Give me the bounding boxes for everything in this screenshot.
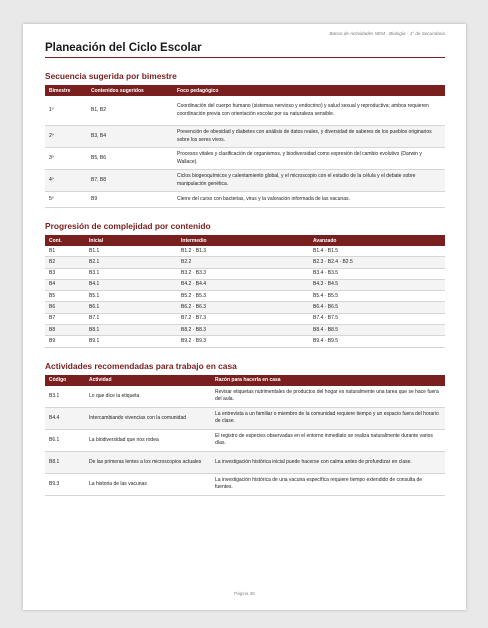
table-cell: B9.3 <box>45 473 85 495</box>
table-row <box>45 246 445 257</box>
table-cell: El registro de especies observadas en el entorno inmediato se realiza naturalmente durante varios días. <box>211 429 445 451</box>
table-cell: B5.4 · B5.5 <box>309 291 445 302</box>
table-cell: B7.1 <box>85 313 177 324</box>
table-header-row <box>45 85 445 96</box>
table-cell: B7.2 · B7.3 <box>177 313 309 324</box>
table-cell: De las primeras lentes a los microscopios actuales <box>85 451 211 473</box>
section-heading-progresion: Progresión de complejidad por contenido <box>45 221 211 231</box>
table-cell: Cierre del curso con bacterias, virus y la valoración informada de las vacunas. <box>173 192 445 208</box>
table-row <box>45 325 445 336</box>
table-cell: B4.4 <box>45 407 85 429</box>
table-cell: Prevención de obesidad y diabetes con análisis de datos reales, y diversidad de saberes de los pueblos originarios sobre los seres vivos. <box>173 126 445 148</box>
table-cell: B3, B4 <box>87 126 173 148</box>
table-cell: B3.4 · B3.5 <box>309 268 445 279</box>
bimestre-table <box>45 85 445 208</box>
section-heading-bimestre: Secuencia sugerida por bimestre <box>45 71 177 81</box>
page-number: Página 36 <box>234 591 255 596</box>
table-row <box>45 429 445 451</box>
table-row <box>45 302 445 313</box>
column-header: Contenidos sugeridos <box>87 85 173 96</box>
table-cell: B6.2 · B6.3 <box>177 302 309 313</box>
table-cell: B5, B6 <box>87 148 173 170</box>
table-row <box>45 192 445 208</box>
section-heading-casa: Actividades recomendadas para trabajo en casa <box>45 360 237 371</box>
table-row <box>45 257 445 268</box>
table-cell: B9.4 · B9.5 <box>309 336 445 347</box>
table-cell: 5º <box>45 192 87 208</box>
table-cell: B8.4 · B8.5 <box>309 325 445 336</box>
table-cell: La entrevista a un familiar o miembro de la comunidad requiere tiempo y un espacio fuera del horario de clase. <box>211 407 445 429</box>
table-cell: La investigación histórica de una vacuna específica requiere tiempo extendido de consulta de fuentes. <box>211 473 445 495</box>
progresion-table <box>45 235 445 348</box>
table-cell: B9 <box>87 192 173 208</box>
table-cell: La historia de las vacunas <box>85 473 211 495</box>
table-row <box>45 407 445 429</box>
table-row <box>45 268 445 279</box>
table-cell: B2 <box>45 257 85 268</box>
table-row <box>45 279 445 290</box>
column-header: Avanzado <box>309 235 445 246</box>
table-cell: B5.2 · B5.3 <box>177 291 309 302</box>
table-cell: La investigación histórica inicial puede hacerse con calma antes de profundizar en clase. <box>211 451 445 473</box>
casa-table <box>45 375 445 496</box>
table-cell: B2.3 · B2.4 · B2.5 <box>309 257 445 268</box>
table-cell: B6.1 <box>85 302 177 313</box>
table-header-row <box>45 375 445 386</box>
table-row <box>45 336 445 347</box>
table-cell: B1 <box>45 246 85 257</box>
table-cell: 2º <box>45 126 87 148</box>
table-cell: B3.2 · B3.3 <box>177 268 309 279</box>
column-header: Código <box>45 375 85 386</box>
table-cell: B4.3 · B4.5 <box>309 279 445 290</box>
table-cell: B9.1 <box>85 336 177 347</box>
table-cell: Lo que dice la etiqueta <box>85 386 211 408</box>
table-row <box>45 170 445 192</box>
table-cell: B4.1 <box>85 279 177 290</box>
table-cell: B1.4 · B1.5 <box>309 246 445 257</box>
column-header: Inicial <box>85 235 177 246</box>
table-cell: B7, B8 <box>87 170 173 192</box>
page-title: Planeación del Ciclo Escolar <box>45 42 202 54</box>
table-cell: B2.1 <box>85 257 177 268</box>
table-row <box>45 451 445 473</box>
table-cell: Procesos vitales y clasificación de organismos, y biodiversidad como expresión del cambio evolutivo (Darwin y Wallace). <box>173 148 445 170</box>
table-cell: B3.1 <box>85 268 177 279</box>
table-row <box>45 96 445 126</box>
table-cell: Coordinación del cuerpo humano (sistemas nervioso y endocrino) y salud sexual y reproductiva; ambos requieren coordinación previa con orientación escolar por su naturaleza sensible. <box>173 96 445 126</box>
table-cell: B1.1 <box>85 246 177 257</box>
table-cell: B5.1 <box>85 291 177 302</box>
table-cell: B3.1 <box>45 386 85 408</box>
table-cell: B8.1 <box>85 325 177 336</box>
title-rule <box>45 42 445 58</box>
table-cell: B1, B2 <box>87 96 173 126</box>
column-header: Actividad <box>85 375 211 386</box>
table-cell: B6 <box>45 302 85 313</box>
table-row <box>45 313 445 324</box>
table-cell: 1º <box>45 96 87 126</box>
table-cell: B9 <box>45 336 85 347</box>
table-row <box>45 291 445 302</box>
table-cell: Revisar etiquetas nutrimentales de productos del hogar es naturalmente una tarea que se hace fuera del aula. <box>211 386 445 408</box>
table-cell: B7.4 · B7.5 <box>309 313 445 324</box>
column-header: Foco pedagógico <box>173 85 445 96</box>
table-cell: 3º <box>45 148 87 170</box>
table-cell: B9.2 · B9.3 <box>177 336 309 347</box>
table-cell: B8.1 <box>45 451 85 473</box>
table-cell: Ciclos biogeoquímicos y calentamiento global, y el microscopio con el estudio de la célula y el debate sobre manipulación genética. <box>173 170 445 192</box>
table-cell: B3 <box>45 268 85 279</box>
table-cell: B6.4 · B6.5 <box>309 302 445 313</box>
table-cell: B1.2 · B1.3 <box>177 246 309 257</box>
document-page <box>23 24 466 610</box>
table-row <box>45 148 445 170</box>
table-cell: B4 <box>45 279 85 290</box>
table-cell: B2.2 <box>177 257 309 268</box>
table-cell: B8.2 · B8.3 <box>177 325 309 336</box>
column-header: Intermedio <box>177 235 309 246</box>
table-cell: B7 <box>45 313 85 324</box>
table-cell: La biodiversidad que nos rodea <box>85 429 211 451</box>
column-header: Bimestre <box>45 85 87 96</box>
table-cell: B4.2 · B4.4 <box>177 279 309 290</box>
table-cell: B8 <box>45 325 85 336</box>
table-row <box>45 386 445 408</box>
table-row <box>45 473 445 495</box>
table-row <box>45 126 445 148</box>
table-cell: B5 <box>45 291 85 302</box>
table-header-row <box>45 235 445 246</box>
running-head: Banco de Actividades NEM · Biología · 1° de Secundaria <box>329 31 445 36</box>
column-header: Cont. <box>45 235 85 246</box>
table-cell: B6.1 <box>45 429 85 451</box>
table-cell: 4º <box>45 170 87 192</box>
table-cell: Intercambiando vivencias con la comunidad <box>85 407 211 429</box>
column-header: Razón para hacerla en casa <box>211 375 445 386</box>
